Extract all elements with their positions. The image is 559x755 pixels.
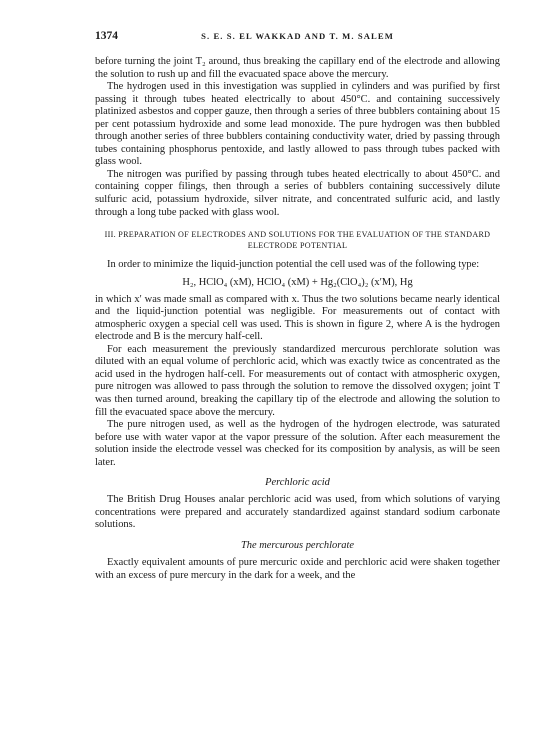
- paragraph-nitrogen-purification: The nitrogen was purified by passing through tubes heated electrically to about 450°C. and containing copper filings, then through a series of bubblers containing successively dilute sulfuric acid, potassium hydroxide, silver nitrate, and concentrated sulfuric acid, and lastly through a long tube packed with glass wool.: [95, 168, 500, 218]
- paragraph-mercurous-perchlorate: Exactly equivalent amounts of pure mercuric oxide and perchloric acid were shaken together with an excess of pure mercury in the dark for a week, and the: [95, 556, 500, 581]
- paragraph-measurement: For each measurement the previously standardized mercurous perchlorate solution was diluted with an equal volume of perchloric acid, which was exactly twice as concentrated as the acid used in the hydrogen half-cell. For measurements out of contact with atmospheric oxygen, pure nitrogen was allowed to pass through the solution to remove the dissolved oxygen; joint T was then turned around, breaking the capillary tip of the electrode and allowing the solution to fill the evacuated space above the mercury.: [95, 343, 500, 418]
- page-number: 1374: [95, 30, 118, 42]
- subheading-mercurous-perchlorate: The mercurous perchlorate: [240, 539, 355, 551]
- section-heading: III. PREPARATION OF ELECTRODES AND SOLUTIONS FOR THE EVALUATION OF THE STANDARD ELECTRODE POTENTIAL: [104, 230, 491, 251]
- cell-equation: H₂, HClO₄ (xM), HClO₄ (xM) + Hg₂(ClO₄)₂ (x′M), Hg: [182, 276, 413, 288]
- paragraph-nitrogen-use: The pure nitrogen used, as well as the hydrogen of the hydrogen electrode, was saturated before use with water vapor at the vapor pressure of the solution. After each measurement the solution inside the electrode vessel was checked for its composition by analysis, as will be seen later.: [95, 419, 500, 468]
- journal-page: [95, 30, 500, 582]
- paragraph-cell-description: in which x′ was made small as compared with x. Thus the two solutions became nearly identical and the liquid-junction potential was negligible. For measurements out of contact with atmospheric oxygen a special cell was used. This is shown in figure 2, where A is the hydrogen electrode and B is the mercury half-cell.: [95, 293, 500, 343]
- article-body: [95, 56, 500, 582]
- paragraph-perchloric-acid: The British Drug Houses analar perchloric acid was used, from which solutions of varying concentrations were prepared and accurately standardized against standard sodium carbonate solutions.: [95, 494, 500, 531]
- subheading-perchloric-acid: Perchloric acid: [265, 477, 330, 489]
- paragraph-continued: before turning the joint T₂ around, thus breaking the capillary end of the electrode and allowing the solution to rush up and fill the evacuated space above the mercury.: [95, 56, 500, 80]
- running-title: S. E. S. EL WAKKAD AND T. M. SALEM: [201, 31, 394, 41]
- running-header: [95, 30, 500, 46]
- paragraph-hydrogen-purification: The hydrogen used in this investigation was supplied in cylinders and was purified by first passing it through tubes heated electrically to about 450°C. and containing successively platinized asbestos and copper gauze, then through a series of three bubblers containing about 15 per cent potassium hydroxide and some lead monoxide. The pure hydrogen was then bubbled through another series of three bubblers containing conductivity water, dried by passing through tubes containing phosphorus pentoxide, and lastly allowed to pass through tubes packed with glass wool.: [95, 81, 500, 168]
- paragraph-cell-intro: In order to minimize the liquid-junction potential the cell used was of the following type:: [107, 259, 480, 271]
